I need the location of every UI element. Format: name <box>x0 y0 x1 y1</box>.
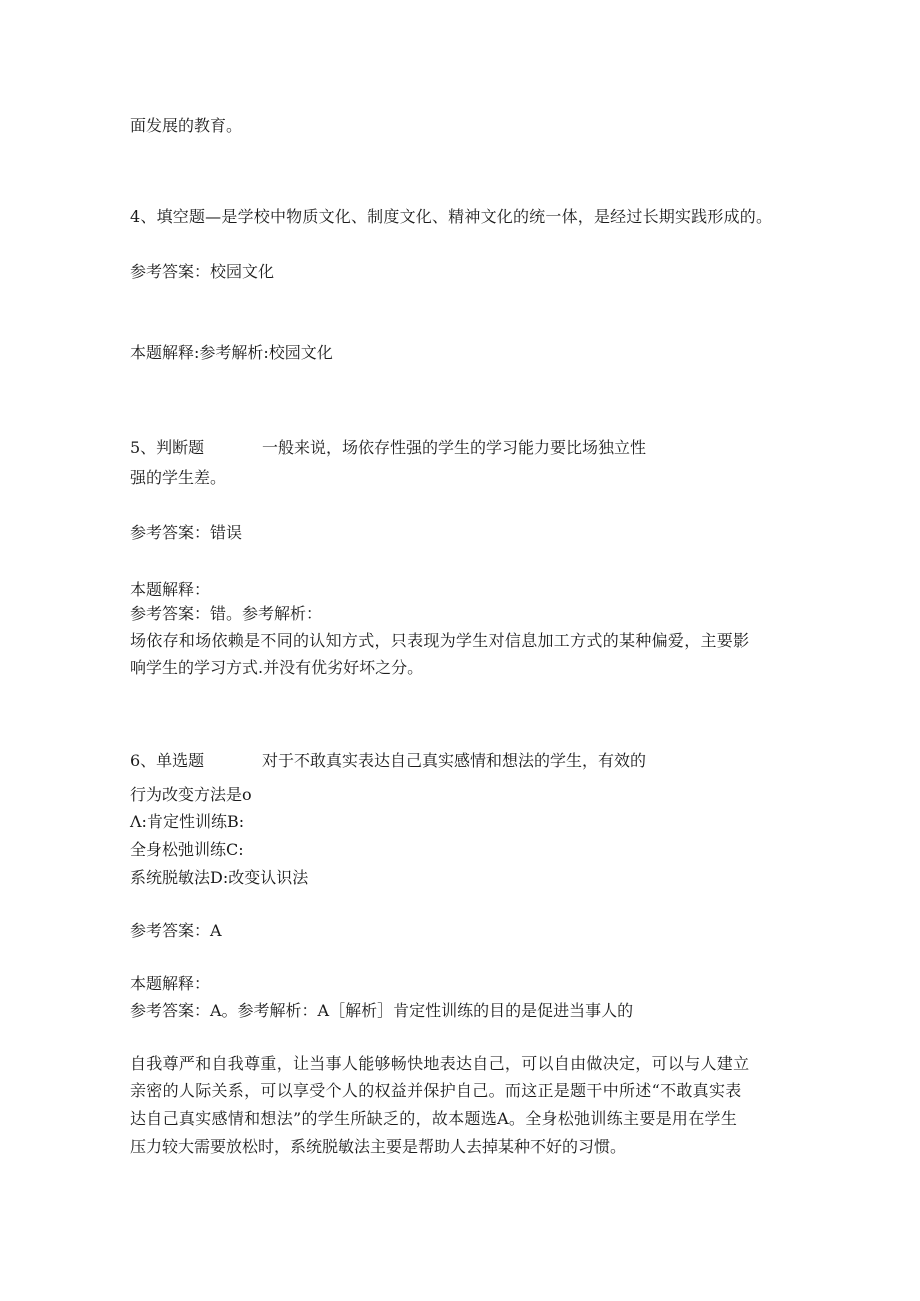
q6-explanation-line2: 自我尊严和自我尊重，让当事人能够畅快地表达自己，可以自由做决定，可以与人建立 <box>130 1054 750 1073</box>
q6-explanation-line3: 亲密的人际关系，可以享受个人的权益并保护自己。而这正是题干中所述“不敢真实表 <box>130 1081 742 1100</box>
q5-label: 5、判断题 <box>130 438 205 457</box>
q5-explanation-line3: 响学生的学习方式.并没有优劣好坏之分。 <box>130 658 424 677</box>
q6-options-line1: Λ:肯定性训练B: <box>130 812 245 831</box>
q6-text-line1: 对于不敢真实表达自己真实感情和想法的学生，有效的 <box>262 751 647 770</box>
q6-explanation-title: 本题解释： <box>130 974 211 993</box>
q6-explanation-line5: 压力较大需要放松时，系统脱敏法主要是帮助人去掉某种不好的习惯。 <box>130 1137 627 1156</box>
q4-question: 4、填空题—是学校中物质文化、制度文化、精神文化的统一体，是经过长期实践形成的。 <box>130 207 773 226</box>
q5-explanation-title: 本题解释： <box>130 580 211 599</box>
q5-text-line1: 一般来说，场依存性强的学生的学习能力要比场独立性 <box>262 438 647 457</box>
q6-text-line2: 行为改变方法是o <box>130 785 252 804</box>
q6-explanation-line1: 参考答案：A。参考解析：A［解析］肯定性训练的目的是促进当事人的 <box>130 1001 634 1020</box>
q6-answer: 参考答案：A <box>130 921 222 940</box>
q5-explanation-line1: 参考答案：错。参考解析： <box>130 604 323 623</box>
q5-text-line2: 强的学生差。 <box>130 468 227 487</box>
q6-options-line3: 系统脱敏法D:改变认识法 <box>130 868 309 887</box>
q4-explanation: 本题解释:参考解析:校园文化 <box>130 343 333 362</box>
q4-answer: 参考答案：校园文化 <box>130 262 275 281</box>
q6-label: 6、单选题 <box>130 751 205 770</box>
q5-explanation-line2: 场依存和场依赖是不同的认知方式，只表现为学生对信息加工方式的某种偏爱，主要影 <box>130 631 750 650</box>
q6-explanation-line4: 达自己真实感情和想法”的学生所缺乏的，故本题选A。全身松弛训练主要是用在学生 <box>130 1109 738 1128</box>
q5-answer: 参考答案：错误 <box>130 523 243 542</box>
q6-options-line2: 全身松弛训练C: <box>130 840 244 859</box>
q3-tail-text: 面发展的教育。 <box>130 116 243 135</box>
